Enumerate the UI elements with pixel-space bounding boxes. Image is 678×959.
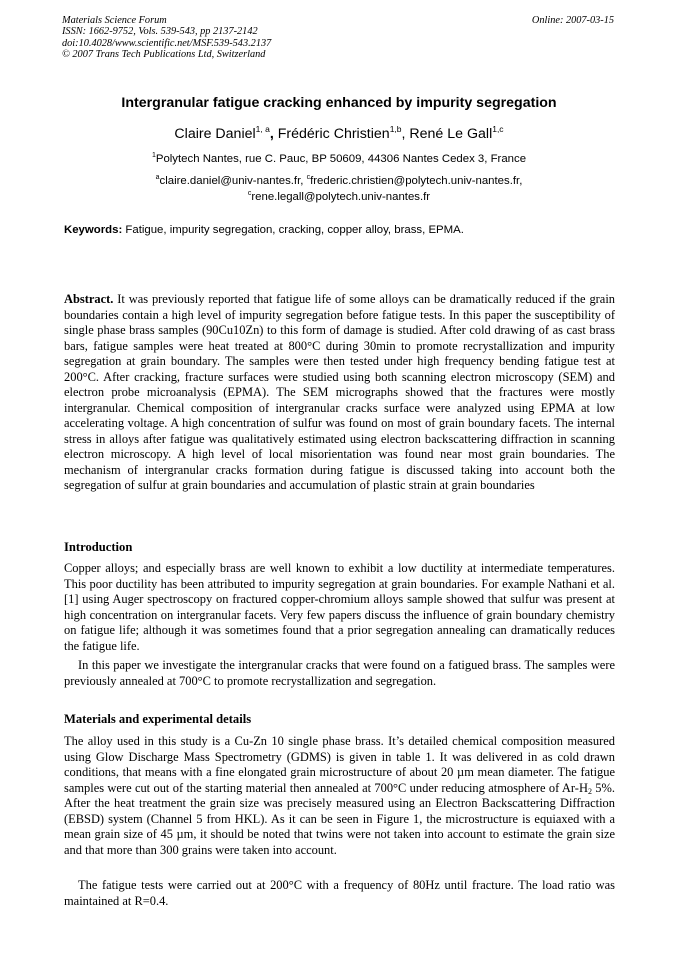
introduction-paragraph: Copper alloys; and especially brass are well known to exhibit a low ductility at intermediate temperatures. This poor ductility has been attributed to impurity segregation at grain boundaries. For example Nathani et al. [1] using Auger spectroscopy on fractured copper-chromium alloys sample showed that sulfur was present at high concentration on intergranular facets. Very few papers discuss the influence of grain boundary chemistry on fatigue life; although it was sometimes found that a prior segregation annealing can dramatically reduces the fatigue life. (64, 561, 615, 653)
affiliation: $^1$Polytech Nantes, rue C. Pauc, BP 50609, 44306 Nantes Cedex 3, France (151, 152, 527, 165)
author-affiliation-mark: 1,c (492, 124, 504, 134)
abstract (64, 292, 615, 494)
materials-paragraph: The alloy used in this study is a Cu-Zn 10 single phase brass. It’s detailed chemical composition measured using Glow Discharge Mass Spectrometry (GDMS) is given in table 1. It was delivered in as cold drawn conditions, that means with a fine elongated grain microstructure of about 20 µm mean diameter. The fatigue samples were cut out of the starting material then annealed at 700°C under reducing atmosphere of $Ar-H_2$ 5%. After the heat treatment the grain size was precisely measured using an Electron Backscattering Diffraction (EBSD) system (Channel 5 from HKL). As it can be seen in Figure 1, the microstructure is equiaxed with a mean grain size of 45 µm, it should be noted that twins were not taken into account to estimate the grain size and that more than 300 grains were taken into account. (64, 734, 615, 857)
paper-title: Intergranular fatigue cracking enhanced by impurity segregation (121, 95, 557, 111)
author-name: René Le Gall (409, 126, 493, 142)
copyright-line: © 2007 Trans Tech Publications Ltd, Switzerland (62, 49, 266, 61)
journal-header (62, 15, 271, 61)
keywords (64, 224, 624, 236)
introduction-paragraph: In this paper we investigate the intergranular cracks that were found on a fatigued brass. The samples were previously annealed at 700°C to promote recrystallization and segregation. (64, 658, 615, 688)
doi-line: doi:10.4028/www.scientific.net/MSF.539-543.2137 (62, 37, 272, 49)
journal-name: Materials Science Forum (62, 15, 167, 26)
section-heading-introduction: Introduction (64, 540, 133, 554)
author-affiliation-mark: 1, a (255, 124, 270, 134)
keywords-text: Fatigue, impurity segregation, cracking, copper alloy, brass, EPMA. (122, 224, 464, 236)
issn-line: ISSN: 1662-9752, Vols. 539-543, pp 2137-2142 (62, 26, 258, 38)
email-address[interactable]: claire.daniel@univ-nantes.fr, (159, 175, 307, 187)
email-address[interactable]: frederic.christien@polytech.univ-nantes.fr, (310, 175, 523, 187)
author-list: Claire Daniel$^{1, a}$, Frédéric Christien$^{1,b}$, René Le Gall$^{1,c}$ (174, 124, 504, 142)
affiliation-text: Polytech Nantes, rue C. Pauc, BP 50609, 44306 Nantes Cedex 3, France (155, 153, 527, 165)
materials-paragraph: The fatigue tests were carried out at 200°C with a frequency of 80Hz until fracture. The load ratio was maintained at R=0.4. (64, 878, 615, 908)
author-affiliation-mark: 1,b (389, 124, 402, 134)
author-emails: $^a$claire.daniel@univ-nantes.fr, $^c$frederic.christien@polytech.univ-nantes.fr, $^c$rene.legall@polytech.univ-nantes.fr (155, 174, 523, 203)
author-name: Frédéric Christien (277, 126, 390, 142)
email-address[interactable]: rene.legall@polytech.univ-nantes.fr (251, 191, 431, 203)
section-heading-materials: Materials and experimental details (64, 712, 252, 726)
keywords-label: Keywords: (64, 224, 123, 236)
author-name: Claire Daniel (174, 126, 256, 142)
online-date: Online: 2007-03-15 (531, 15, 614, 26)
abstract-label: Abstract. (64, 292, 114, 306)
abstract-text: It was previously reported that fatigue life of some alloys can be dramatically reduced if the grain boundaries contain a high level of impurity segregation before fatigue tests. In this paper the susceptibility of single phase brass samples (90Cu10Zn) to this form of damage is studied. After cold drawing of as cast brass bars, fatigue samples were heat treated at 800°C during 30min to promote recrystallization and impurity segregation at grain boundary. The samples were then tested under high frequency bending fatigue test at 200°C. After cracking, fracture surfaces were studied using both scanning electron microscopy (SEM) and electron probe microanalysis (EPMA). The SEM micrographs showed that the fractures were mostly intergranular. Chemical composition of intergranular cracks surface were analyzed using EPMA at low accelerating voltage. A high concentration of sulfur was found on most of grain boundary facets. The internal stress in alloys after fatigue was qualitatively estimated using electron backscattering diffraction in scanning electron microscopy. A high level of local misorientation was found near most grain boundaries. The mechanism of intergranular cracks formation during fatigue is discussed taking into account both the segregation of sulfur at grain boundaries and accumulation of plastic strain at grain boundaries (64, 292, 615, 492)
